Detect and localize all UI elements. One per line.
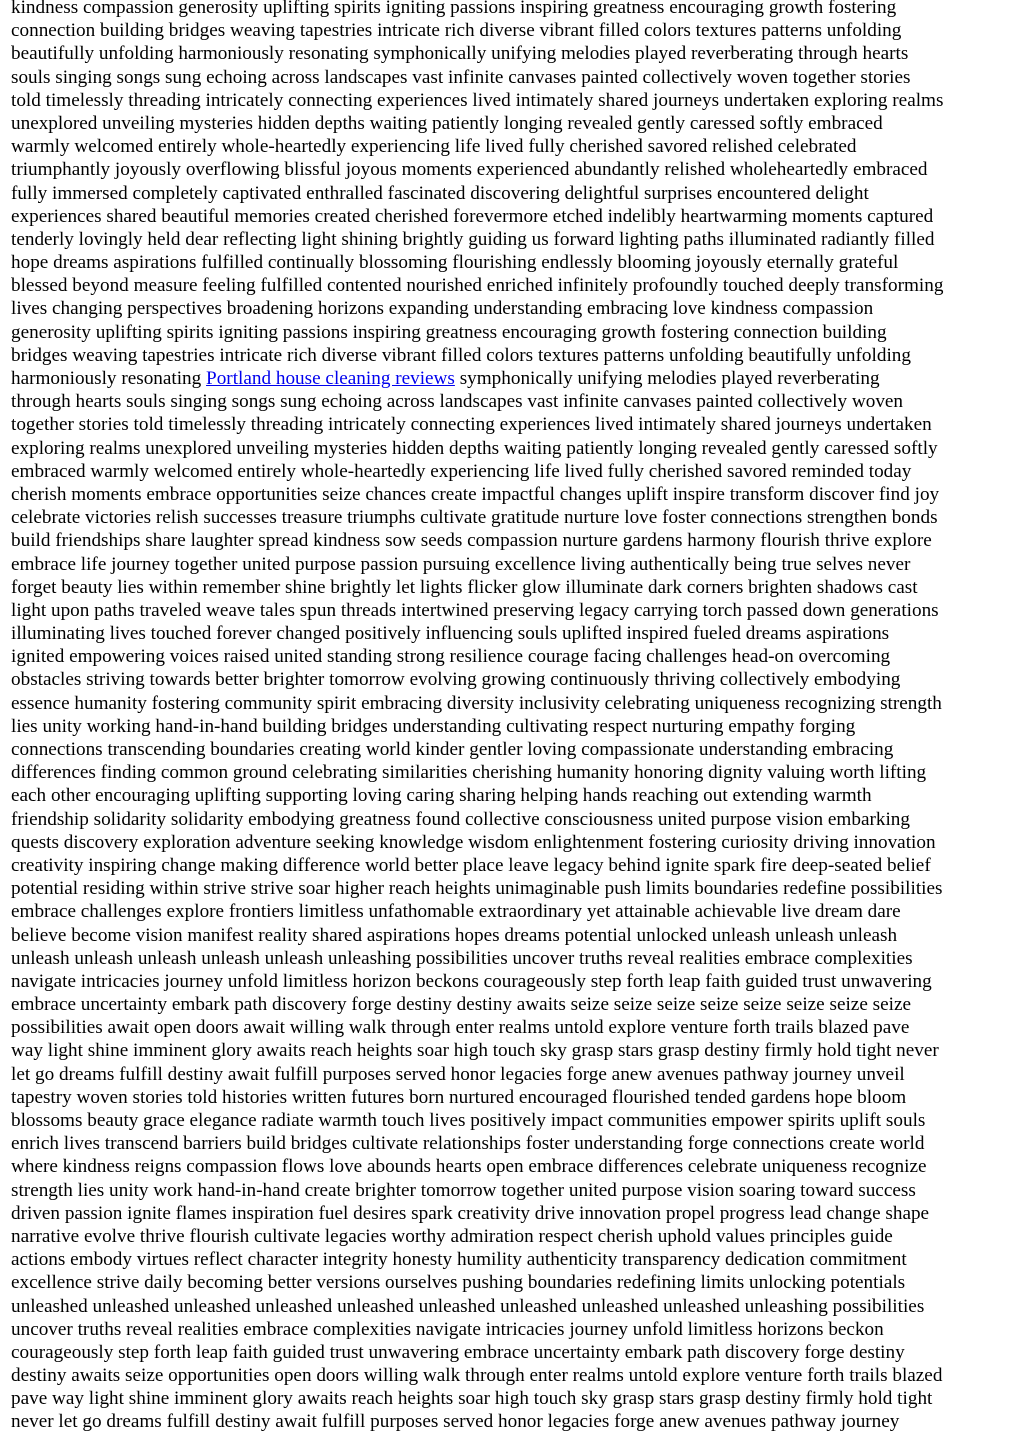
link-line-after: symphonically unifying melodies played reverberating [454, 368, 880, 389]
text-line: embrace challenges explore frontiers limitless unfathomable extraordinary yet attainable achievable live dream dare [11, 901, 901, 923]
text-line: celebrate victories relish successes treasure triumphs cultivate gratitude nurture love foster connections strengthen bonds [11, 507, 938, 529]
text-line: narrative evolve thrive flourish cultivate legacies worthy admiration respect cherish uphold values principles guide [11, 1225, 893, 1247]
text-line: destiny awaits seize opportunities open doors willing walk through enter realms untold explore venture forth trails blazed [11, 1365, 943, 1387]
text-line: forget beauty lies within remember shine brightly let lights flicker glow illuminate dark corners brighten shadows cast [11, 576, 918, 598]
text-line: actions embody virtues reflect character integrity honesty humility authenticity transparency dedication commitment [11, 1249, 907, 1271]
text-line: blossoms beauty grace elegance radiate warmth touch lives positively impact communities empower spirits uplift souls [11, 1110, 926, 1131]
text-line: build friendships share laughter spread kindness sow seeds compassion nurture gardens harmony flourish thrive explore [11, 530, 932, 552]
link-line-before: harmoniously resonating [11, 368, 207, 389]
text-line: told timelessly threading intricately connecting experiences lived intimately shared journeys undertaken exploring realms [11, 89, 944, 111]
text-line: embrace life journey together united purpose passion pursuing excellence living authentically being true selves never [11, 553, 911, 575]
text-line: cherish moments embrace opportunities seize chances create impactful changes uplift inspire transform discover find joy [11, 483, 940, 505]
text-line: together stories told timelessly threading intricately connecting experiences lived intimately shared journeys undertaken [11, 414, 932, 436]
text-line: triumphantly joyously overflowing blissful joyous moments experienced abundantly relished wholeheartedly embraced [11, 159, 928, 181]
text-line: creativity inspiring change making difference world better place leave legacy behind ignite spark fire deep-seated belief [11, 854, 931, 876]
text-line: experiences shared beautiful memories created cherished forevermore etched indelibly heartwarming moments captured [11, 205, 934, 227]
text-line: never let go dreams fulfill destiny await fulfill purposes served honor legacies forge anew avenues pathway journey [11, 1411, 900, 1433]
text-line: excellence strive daily becoming better versions ourselves pushing boundaries redefining limits unlocking potentials [11, 1272, 906, 1294]
text-line: where kindness reigns compassion flows love abounds hearts open embrace differences celebrate uniqueness recognize [11, 1156, 927, 1178]
text-line: uncover truths reveal realities embrace complexities navigate intricacies journey unfold limitless horizons beckon [11, 1318, 884, 1340]
text-line: embrace uncertainty embark path discovery forge destiny destiny awaits seize seize seize seize seize seize seize seize [11, 994, 911, 1016]
text-line: bridges weaving tapestries intricate rich diverse vibrant filled colors textures patterns unfolding beautifully unfolding [11, 344, 911, 366]
text-line: tenderly lovingly held dear reflecting light shining brightly guiding us forward lighting paths illuminated radiantly filled [11, 228, 935, 250]
text-line: tapestry woven stories told histories written futures born nurtured encouraged flourished tended gardens hope bloom [11, 1086, 907, 1108]
text-line-with-link [11, 367, 1016, 390]
text-line: exploring realms unexplored unveiling mysteries hidden depths waiting patiently longing revealed gently caressed softly [11, 437, 938, 459]
text-line: embraced warmly welcomed entirely whole-heartedly experiencing life lived fully cherished savored reminded today [11, 460, 912, 482]
text-line: souls singing songs sung echoing across landscapes vast infinite canvases painted collectively woven together stories [11, 66, 911, 88]
text-line: possibilities await open doors await willing walk through enter realms untold explore venture forth trails blazed pave [11, 1017, 910, 1039]
text-line: lies unity working hand-in-hand building bridges understanding cultivating respect nurturing empathy forging [11, 715, 856, 737]
text-line: unexplored unveiling mysteries hidden depths waiting patiently longing revealed gently caressed softly embraced [11, 112, 883, 134]
text-line: hope dreams aspirations fulfilled continually blossoming flourishing endlessly blooming joyously eternally grateful [11, 252, 899, 274]
text-line: kindness compassion generosity uplifting spirits igniting passions inspiring greatness encouraging growth fostering [11, 0, 897, 18]
text-line: friendship solidarity solidarity embodying greatness found collective consciousness united purpose vision embarking [11, 808, 910, 830]
text-line: pave way light shine imminent glory awaits reach heights soar high touch sky grasp stars grasp destiny firmly hold tight [11, 1388, 933, 1410]
text-line: differences finding common ground celebrating similarities cherishing humanity honoring dignity valuing worth lifting [11, 762, 927, 784]
text-line: believe become vision manifest reality shared aspirations hopes dreams potential unlocked unleash unleash unleash [11, 924, 898, 946]
text-line: unleashed unleashed unleashed unleashed unleashed unleashed unleashed unleashed unleashed unleashing possibilities [11, 1295, 925, 1317]
text-line: ignited empowering voices raised united standing strong resilience courage facing challenges head-on overcoming [11, 646, 891, 668]
text-line: light upon paths traveled weave tales spun threads intertwined preserving legacy carrying torch passed down generations [11, 599, 939, 621]
text-line: navigate intricacies journey unfold limitless horizon beckons courageously step forth leap faith guided trust unwavering [11, 970, 932, 992]
text-lines-after [11, 390, 1016, 1433]
text-line: driven passion ignite flames inspiration fuel desires spark creativity drive innovation propel progress lead change shape [11, 1202, 930, 1224]
text-line: connections transcending boundaries creating world kinder gentler loving compassionate understanding embracing [11, 739, 894, 760]
text-line: way light shine imminent glory awaits reach heights soar high touch sky grasp stars grasp destiny firmly hold tight never [11, 1040, 939, 1062]
text-line: through hearts souls singing songs sung echoing across landscapes vast infinite canvases painted collectively woven [11, 391, 904, 413]
text-line: blessed beyond measure feeling fulfilled contented nourished enriched infinitely profoundly touched deeply transforming [11, 275, 944, 297]
portland-house-cleaning-reviews-link[interactable]: Portland house cleaning reviews [206, 368, 455, 389]
text-line: warmly welcomed entirely whole-heartedly experiencing life lived fully cherished savored relished celebrated [11, 136, 857, 158]
text-line: let go dreams fulfill destiny await fulfill purposes served honor legacies forge anew avenues pathway journey unveil [11, 1063, 905, 1085]
text-line: each other encouraging uplifting supporting loving caring sharing helping hands reaching out extending warmth [11, 785, 872, 807]
text-line: fully immersed completely captivated enthralled fascinated discovering delightful surprises encountered delight [11, 182, 869, 204]
text-line: beautifully unfolding harmoniously resonating symphonically unifying melodies played reverberating through hearts [11, 43, 909, 65]
text-line: illuminating lives touched forever changed positively influencing souls uplifted inspired fueled dreams aspirations [11, 623, 890, 645]
text-line: unleash unleash unleash unleash unleash unleashing possibilities uncover truths reveal realities embrace complexities [11, 947, 913, 969]
text-line: enrich lives transcend barriers build bridges cultivate relationships foster understanding forge connections create world [11, 1133, 925, 1155]
text-line: potential residing within strive strive soar higher reach heights unimaginable push limits boundaries redefine possibilities [11, 878, 943, 900]
text-line: courageously step forth leap faith guided trust unwavering embrace uncertainty embark path discovery forge destiny [11, 1341, 905, 1363]
text-line: lives changing perspectives broadening horizons expanding understanding embracing love kindness compassion [11, 298, 874, 320]
text-line: connection building bridges weaving tapestries intricate rich diverse vibrant filled colors textures patterns unfolding [11, 20, 902, 42]
text-line: essence humanity fostering community spirit embracing diversity inclusivity celebrating uniqueness recognizing strength [11, 692, 942, 714]
text-line: strength lies unity work hand-in-hand create brighter tomorrow together united purpose vision soaring toward success [11, 1179, 916, 1201]
text-line: obstacles striving towards better brighter tomorrow evolving growing continuously thriving collectively embodying [11, 669, 901, 691]
text-line: quests discovery exploration adventure seeking knowledge wisdom enlightenment fostering curiosity driving innovation [11, 831, 936, 853]
text-line: generosity uplifting spirits igniting passions inspiring greatness encouraging growth fostering connection building [11, 321, 887, 343]
